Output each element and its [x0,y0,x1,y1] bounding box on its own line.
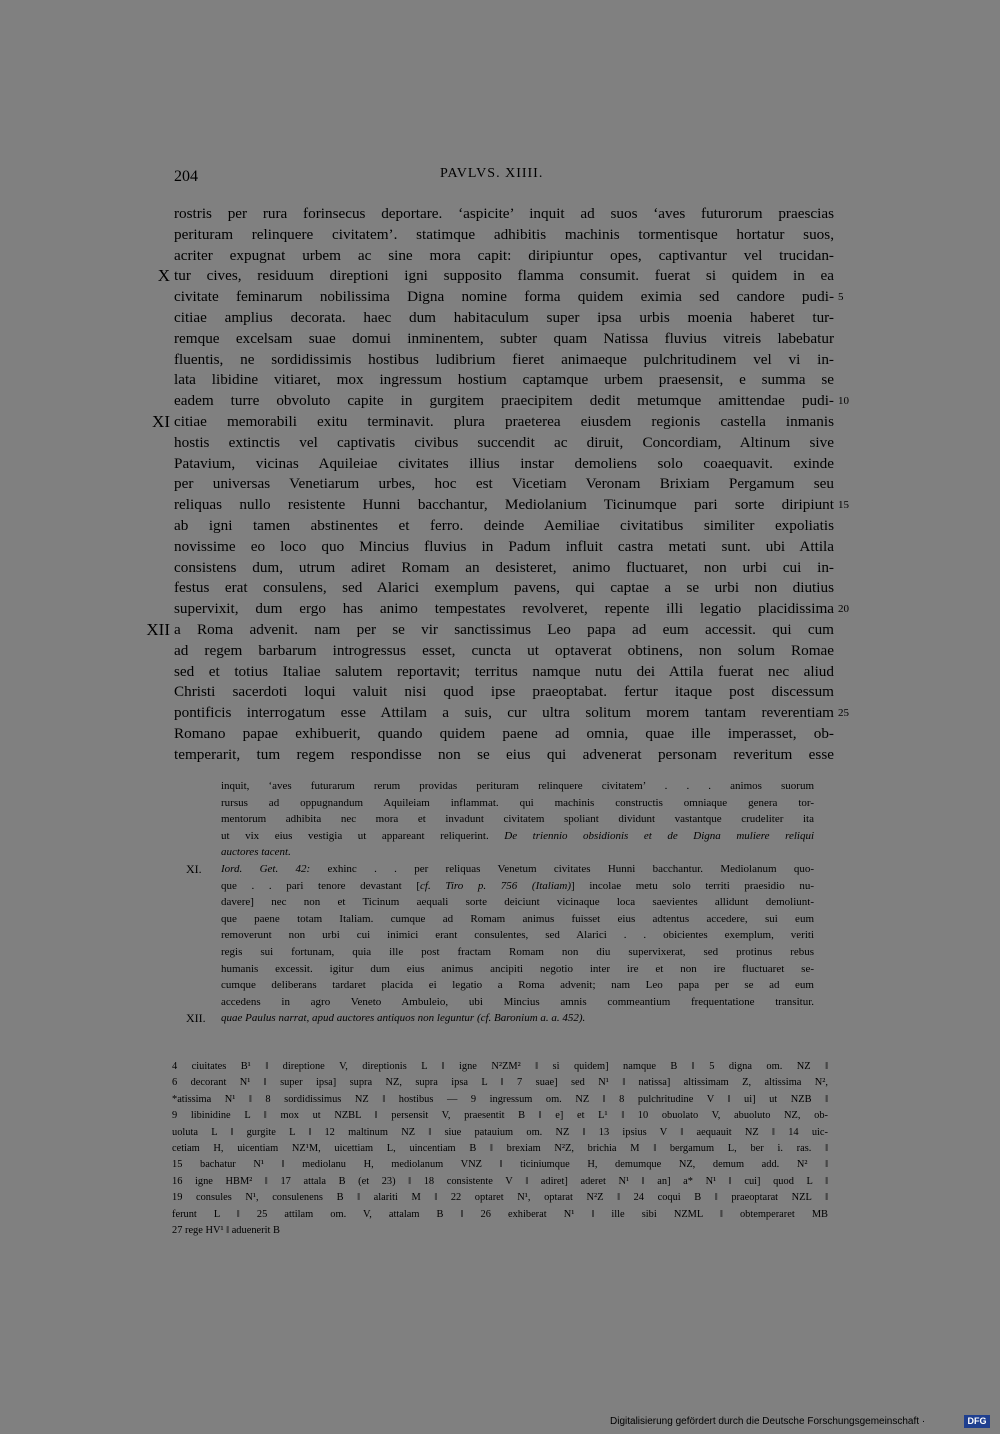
apparatus-line: cetiam H, uicentiam NZ¹M, uicettiam L, uincentiam B ‖ brexiam N²Z, brichia M ‖ bergamum L, ber i. ras. ‖ [172,1143,828,1154]
source-note-line [221,894,814,911]
apparatus-line: 4 ciuitates B¹ ‖ direptione V, direptionis L ‖ igne N²ZM² ‖ si quidem] namque B ‖ 5 digna om. NZ ‖ [172,1061,828,1072]
source-text: accedens in agro Veneto Ambuleio, ubi Mincius amnis commeantium frequentatione transitur. [221,995,814,1008]
main-text-line: Patavium, vicinas Aquileiae civitates illius instar demoliens solo coaequavit. exinde [174,454,834,472]
source-note-line [221,994,814,1011]
main-text-line: pontificis interrogatum esse Attilam a suis, cur ultra solitum morem tantam reverentiam [174,704,834,722]
main-text-line: supervixit, dum ergo has animo tempestates revolveret, repente illi legatio placidissima [174,600,834,618]
source-citation: auctores tacent. [221,846,291,859]
main-text-line: rostris per rura forinsecus deportare. ‘aspicite’ inquit ad suos ‘aves futurorum praescias [174,205,834,222]
line-number: 10 [838,395,849,408]
main-text-line: reliquas nullo resistente Hunni bacchantur, Mediolanium Ticinumque pari sorte diripiunt [174,496,834,514]
source-note-line [221,927,814,944]
running-head: PAVLVS. XIIII. [440,166,544,181]
source-note-label: XII. [186,1011,206,1026]
source-citation: De triennio obsidionis et de Digna muliere reliqui [504,829,814,842]
chapter-marker: XII [146,620,170,639]
source-note-line [221,778,814,795]
source-note-line [221,811,814,828]
main-text-line: remque excelsam suae domui inminentem, subter quam Natissa fluvius vitreis labebatur [174,329,834,347]
line-number: 25 [838,707,849,720]
main-text-line: perituram relinquere civitatem’. statimque adhibitis machinis tormentisque hortatur suos, [174,225,834,243]
source-note-line [221,944,814,961]
source-text: humanis excessit. igitur dum eius animus ancipiti negotio inter ire et non ire fluctuaret se- [221,962,814,975]
main-text-line: citiae memorabili exitu terminavit. plura praeterea eiusdem regionis castella inmanis [174,413,834,430]
source-note-line [221,961,814,978]
apparatus-line: 27 rege HV¹ ‖ aduenerit B [172,1225,280,1236]
source-note-line [221,878,814,895]
main-text-line: fluentis, ne sordidissimis hostibus ludibrium fieret animaeque pulchritudinem vel vi in- [174,350,834,368]
footer-credit: Digitalisierung gefördert durch die Deutsche Forschungsgemeinschaft · [610,1416,926,1427]
source-note-line [221,1010,814,1027]
source-text: regis sui fortunam, quia ille post fractam Romam non diu supervixerat, sed protinus rebus [221,946,814,958]
page-number: 204 [174,168,198,185]
main-text-line: acriter expugnat urbem ac sine mora capit: diripiuntur opes, captivantur vel trucidan- [174,246,834,264]
source-text: cumque deliberans tardaret placida ei legatio a Roma advenit; nam Leo papa per se ad eum [221,979,814,992]
source-text: davere] nec non et Ticinum aequali sorte deiciunt vicinaque loca saevientes allidunt demoliunt- [221,896,814,909]
main-text-line: tur cives, residuum direptioni igni supposito flamma consumit. fuerat si quidem in ea [174,267,834,285]
main-text-line: ad regem barbarum introgressus esset, cuncta ut optaverat obtinens, non solum Romae [174,641,834,659]
source-text: que paene totam Italiam. cumque ad Romam animus fuisset eius adtentus accedere, sui eum [221,912,814,925]
source-text: ] incolae metu solo territi praesidio nu- [571,879,815,892]
source-note-line [221,844,814,861]
main-text-line: Romano papae exhibuerit, quando quidem paene ad omnia, quae ille imperasset, ob- [174,725,834,742]
source-note-line [221,911,814,928]
source-note-label: XI. [186,862,202,876]
main-text-line: citiae amplius decorata. haec dum habitaculum super ipsa urbis moenia haberet tur- [174,309,834,326]
apparatus-line: 6 decorant N¹ ‖ super ipsa] supra NZ, supra ipsa L ‖ 7 suae] sed N¹ ‖ natissa] altissimam Z, altissima N², [172,1077,828,1089]
apparatus-line: 15 bachatur N¹ ‖ mediolanu H, mediolanum VNZ ‖ ticiniumque H, demumque NZ, demum add. N² ‖ [172,1159,828,1171]
source-note-line [221,861,814,878]
main-text-line: per universas Venetiarum urbes, hoc est Vicetiam Veronam Brixiam Pergamum seu [174,475,834,493]
dfg-logo: DFG [964,1415,990,1428]
main-text-line: temperarit, tum regem respondisse non se eius qui advenerat personam reveritum esse [174,745,834,763]
source-citation: cf. Tiro p. 756 (Italiam) [420,879,572,892]
apparatus-line: 19 consules N¹, consulenens B ‖ alariti M ‖ 22 optaret N¹, optarat N²Z ‖ 24 coqui B ‖ praeoptarat NZL ‖ [172,1192,828,1204]
apparatus-line: ferunt L ‖ 25 attilam om. V, attalam B ‖ 26 exhiberat N¹ ‖ ille sibi NZML ‖ obtemperaret MB [172,1208,828,1220]
source-text: exhinc . . per reliquas Venetum civitates Hunni bacchantur. Mediolanum quo- [310,863,814,875]
source-text: inquit, ‘aves futurarum rerum providas perituram relinquere civitatem’ . . . animos suorum [221,780,814,792]
source-citation: quae Paulus narrat, apud auctores antiquos non leguntur (cf. Baronium a. a. 452). [221,1012,586,1025]
line-number: 5 [838,291,844,304]
source-text: removerunt non urbi cui inimici erant consulentes, sed Alarici . . obicientes exemplum, veriti [221,929,814,942]
main-text-line: civitate feminarum nobilissima Digna nomine forma quidem eximia sed candore pudi- [174,288,834,306]
main-text-line: hostis extinctis vel captivatis civibus succendit ac diruit, Concordiam, Altinum sive [174,433,834,451]
source-text: que . . pari tenore devastant [ [221,879,420,892]
main-text-line: ab igni tamen abstinentes et ferro. deinde Aemiliae civitatibus similiter expoliatis [174,517,834,534]
source-note-line [221,795,814,812]
line-number: 15 [838,499,849,512]
source-text: mentorum adhibita nec mora et invadunt civitatem spoliant dividunt vastantque crudeliter ita [221,813,814,826]
main-text-line: lata libidine vitiaret, mox ingressum hostium captamque urbem praesensit, e summa se [174,371,834,389]
apparatus-line: 9 libinidine L ‖ mox ut NZBL ‖ persensit V, praesentit B ‖ e] et L¹ ‖ 10 obuolato V, abuoluto NZ, ob- [172,1110,828,1122]
main-text-line: a Roma advenit. nam per se vir sanctissimus Leo papa ad eum accessit. qui cum [174,621,834,638]
source-note-line [221,977,814,994]
source-text: ut vix eius vestigia ut appareant reliquerint. [221,829,505,842]
source-note-line [221,828,814,845]
main-text-line: eadem turre obvoluto capite in gurgitem praecipitem dedit metumque amittendae pudi- [174,392,834,410]
apparatus-line: *atissima N¹ ‖ 8 sordidissimus NZ ‖ hostibus — 9 ingressum om. NZ ‖ 8 pulchritudine V ‖ ui] ut NZB ‖ [172,1093,828,1105]
chapter-marker: XI [152,412,170,431]
chapter-marker: X [157,266,170,286]
main-text-line: consistens dum, utrum adiret Romam an desisteret, animo fluctuaret, non urbi cui in- [174,558,834,576]
apparatus-line: uoluta L ‖ gurgite L ‖ 12 maltinum NZ ‖ siue patauium om. NZ ‖ 13 ipsius V ‖ aequauit NZ ‖ 14 uic- [172,1126,828,1138]
main-text-line: festus erat consulens, sed Alarici exemplum pavens, qui captae a se urbi non diutius [174,579,834,597]
main-text-line: Christi sacerdoti loqui valuit nisi quod ipse praeoptabat. fertur itaque post discessum [174,683,834,701]
source-text: rursus ad oppugnandum Aquileiam inflammat. qui machinis constructis omniaque genera tor- [221,796,814,809]
apparatus-line: 16 igne HBM² ‖ 17 attala B (et 23) ‖ 18 consistente V ‖ adiret] aderet N¹ ‖ an] a* N¹ ‖ cui] quod L ‖ [172,1175,828,1187]
main-text-line: novissime eo loco quo Mincius fluvius in Padum influit castra metati sunt. ubi Attila [174,537,834,555]
source-citation: Iord. Get. 42: [221,863,311,875]
line-number: 20 [838,603,849,616]
main-text-line: sed et totius Italiae salutem reportavit; territus namque nutu dei Attila fuerat nec aliud [174,662,834,680]
